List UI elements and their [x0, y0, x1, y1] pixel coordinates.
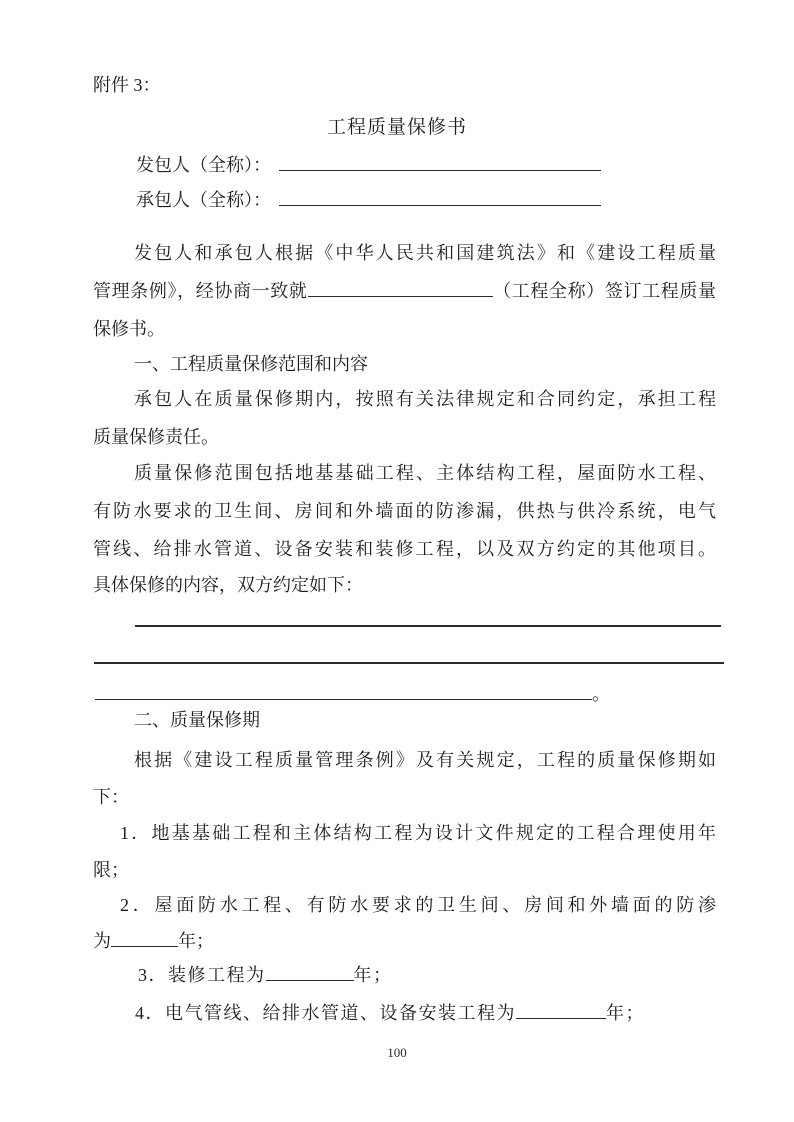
warranty-item-1-line-2: 限；: [93, 860, 129, 880]
item4-pre-text: 4．电气管线、给排水管道、设备安装工程为: [135, 1003, 516, 1023]
agreed-content-blank-line-1: [135, 602, 721, 640]
section1-para1-line-1: 承包人在质量保修期内，按照有关法律规定和合同约定，承担工程: [134, 389, 716, 409]
section2-para1-line-1: 根据《建设工程质量管理条例》及有关规定，工程的质量保修期如: [134, 750, 716, 770]
employer-field-line: [136, 146, 601, 184]
contractor-name-blank: [279, 187, 601, 206]
document-title: 工程质量保修书: [326, 117, 467, 138]
item2-pre-text: 为: [93, 931, 111, 951]
section1-para2-line-2: 有防水要求的卫生间、房间和外墙面的防渗漏，供热与供冷系统，电气: [93, 501, 716, 521]
item4-years-blank: [516, 1000, 606, 1019]
intro-paragraph-line-1: 发包人和承包人根据《中华人民共和国建筑法》和《建设工程质量: [134, 243, 716, 263]
warranty-item-1-line-1: 1．地基基础工程和主体结构工程为设计文件规定的工程合理使用年: [120, 823, 716, 843]
page-number: 100: [387, 1045, 407, 1060]
attachment-label: 附件 3：: [93, 75, 161, 95]
intro-paragraph-line-3: 保修书。: [93, 319, 165, 339]
section1-para2-line-3: 管线、给排水管道、设备安装和装修工程，以及双方约定的其他项目。: [93, 539, 716, 559]
section1-para1-line-2: 质量保修责任。: [93, 427, 219, 447]
item2-years-blank: [111, 928, 178, 947]
item2-post-text: 年；: [178, 931, 214, 951]
section1-para2-line-4: 具体保修的内容，双方约定如下：: [93, 575, 363, 595]
intro-line2-pre-text: 管理条例》，经协商一致就: [93, 281, 308, 301]
section2-para1-line-2: 下：: [93, 787, 129, 807]
contractor-field-line: [136, 181, 601, 219]
warranty-item-2-line-1: 2．屋面防水工程、有防水要求的卫生间、房间和外墙面的防渗: [120, 895, 716, 915]
item3-years-blank: [266, 962, 354, 981]
blank-line-terminator: 。: [592, 684, 610, 704]
section1-para2-line-1: 质量保修范围包括地基基础工程、主体结构工程，屋面防水工程、: [134, 463, 716, 483]
intro-paragraph-line-2: [93, 272, 716, 310]
section2-heading: 二、质量保修期: [134, 710, 260, 730]
employer-name-blank: [279, 152, 601, 171]
contractor-label: 承包人（全称）：: [136, 190, 271, 210]
agreed-content-blank-3: [95, 681, 592, 700]
item4-post-text: 年；: [606, 1003, 645, 1023]
agreed-content-blank-1: [135, 607, 721, 627]
warranty-item-2-line-2: [93, 922, 214, 960]
item3-pre-text: 3．装修工程为: [138, 965, 266, 985]
item3-post-text: 年；: [353, 965, 393, 985]
warranty-item-3-line: [138, 956, 393, 994]
project-name-blank: [308, 278, 493, 297]
section1-heading: 一、工程质量保修范围和内容: [134, 354, 368, 374]
intro-line2-post-text: （工程全称）签订工程质量: [492, 281, 716, 301]
agreed-content-blank-2: [94, 644, 724, 664]
agreed-content-blank-line-2: [94, 639, 724, 677]
warranty-item-4-line: [135, 994, 645, 1032]
employer-label: 发包人（全称）：: [136, 155, 271, 175]
